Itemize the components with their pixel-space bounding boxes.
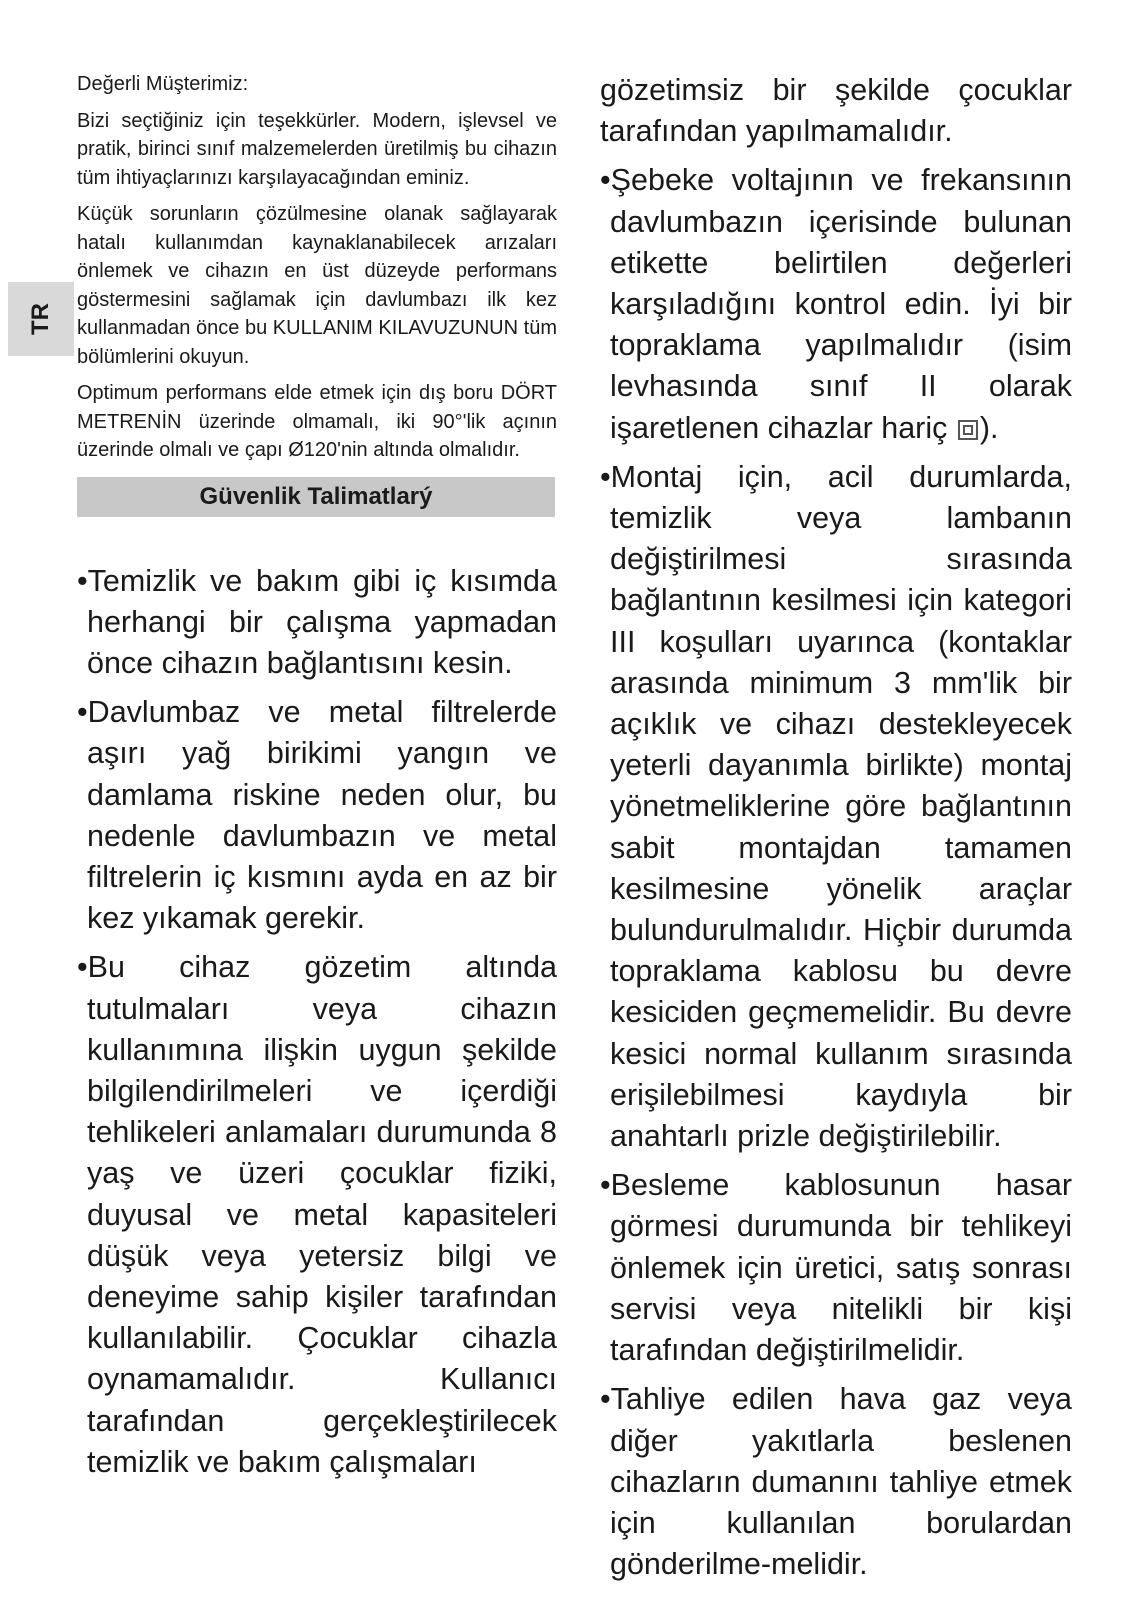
safety-bullet-children: •Bu cihaz gözetim altında tutulmaları veya cihazın kullanımına ilişkin uygun şekilde bilgilendirilmeleri ve içerdiği tehlikeleri anlamaları durumunda 8 yaş ve üzeri çocuklar fiziki, duyusal ve metal kapasiteleri düşük veya yetersiz bilgi ve deneyime sahip kişiler tarafından kullanılabilir. Çocuklar cihazla oynamamalıdır. Kullanıcı tarafından gerçekleştirilecek temizlik ve bakım çalışmaları bbox=[77, 950, 557, 1479]
safety-bullet-installation: •Montaj için, acil durumlarda, temizlik veya lambanın değiştirilmesi sırasında bağlantının kesilmesi için kategori III koşulları uyarınca (kontaklar arasında minimum 3 mm'lik bir açıklık ve cihazı destekleyecek yeterli dayanımla birlikte) montaj yönetmeliklerine göre bağlantının sabit montajdan tamamen kesilmesine yönelik araçlar bulundurulmalıdır. Hiçbir durumda topraklama kablosu bu devre kesiciden geçmemelidir. Bu devre kesici normal kullanım sırasında erişilebilmesi kaydıyla bir anahtarlı prizle değiştirilebilir. bbox=[600, 459, 1072, 1154]
section-title: Güvenlik Talimatlarý bbox=[77, 477, 555, 517]
voltage-text-end: ). bbox=[979, 410, 999, 445]
greeting: Değerli Müşterimiz: bbox=[77, 73, 249, 95]
right-column bbox=[600, 70, 1072, 1593]
safety-bullet-disconnect: •Temizlik ve bakım gibi iç kısımda herhangi bir çalışma yapmadan önce cihazın bağlantısını kesin. bbox=[77, 563, 557, 680]
class-ii-icon bbox=[958, 420, 978, 440]
safety-bullet-exhaust: •Tahliye edilen hava gaz veya diğer yakıtlarla beslenen cihazların dumanını tahliye etmek için kullanılan borulardan gönderilme-melidir. bbox=[600, 1382, 1072, 1582]
intro-paragraph-1: Bizi seçtiğiniz için teşekkürler. Modern, işlevsel ve pratik, birinci sınıf malzemelerden üretilmiş bu cihazın tüm ihtiyaçlarınızı karşılayacağından eminiz. bbox=[77, 109, 557, 189]
continuation-text: gözetimsiz bir şekilde çocuklar tarafından yapılmamalıdır. bbox=[600, 73, 1072, 149]
safety-bullet-filters: •Davlumbaz ve metal filtrelerde aşırı yağ birikimi yangın ve damlama riskine neden olur, bu nedenle davlumbazın ve metal filtrelerin iç kısmını ayda en az bir kez yıkamak gerekir. bbox=[77, 695, 557, 936]
left-column bbox=[77, 70, 557, 1491]
safety-bullet-cable: •Besleme kablosunun hasar görmesi durumunda bir tehlikeyi önlemek için üretici, satış sonrası servisi veya nitelikli bir kişi tarafından değiştirilmelidir. bbox=[600, 1168, 1072, 1368]
intro-paragraph-2: Küçük sorunların çözülmesine olanak sağlayarak hatalı kullanımdan kaynaklanabilecek arızaları önlemek ve cihazın en üst düzeyde performans göstermesini sağlamak için davlumbazı ilk kez kullanmadan önce bu KULLANIM KILAVUZUNUN tüm bölümlerini okuyun. bbox=[77, 203, 557, 368]
safety-bullet-voltage bbox=[600, 160, 1072, 448]
language-tab-label: TR bbox=[27, 303, 54, 335]
language-tab bbox=[8, 282, 74, 356]
intro-paragraph-3: Optimum performans elde etmek için dış boru DÖRT METRENİN üzerinde olmamalı, iki 90°'lik açının üzerinde olmalı ve çapı Ø120'nin altında olmalıdır. bbox=[77, 382, 557, 461]
voltage-text: •Şebeke voltajının ve frekansının davlumbazın içerisinde bulunan etikette belirtilen değerleri karşıladığını kontrol edin. İyi bir topraklama yapılmalıdır (isim levhasında sınıf II olarak işaretlenen cihazlar hariç bbox=[600, 163, 1072, 445]
